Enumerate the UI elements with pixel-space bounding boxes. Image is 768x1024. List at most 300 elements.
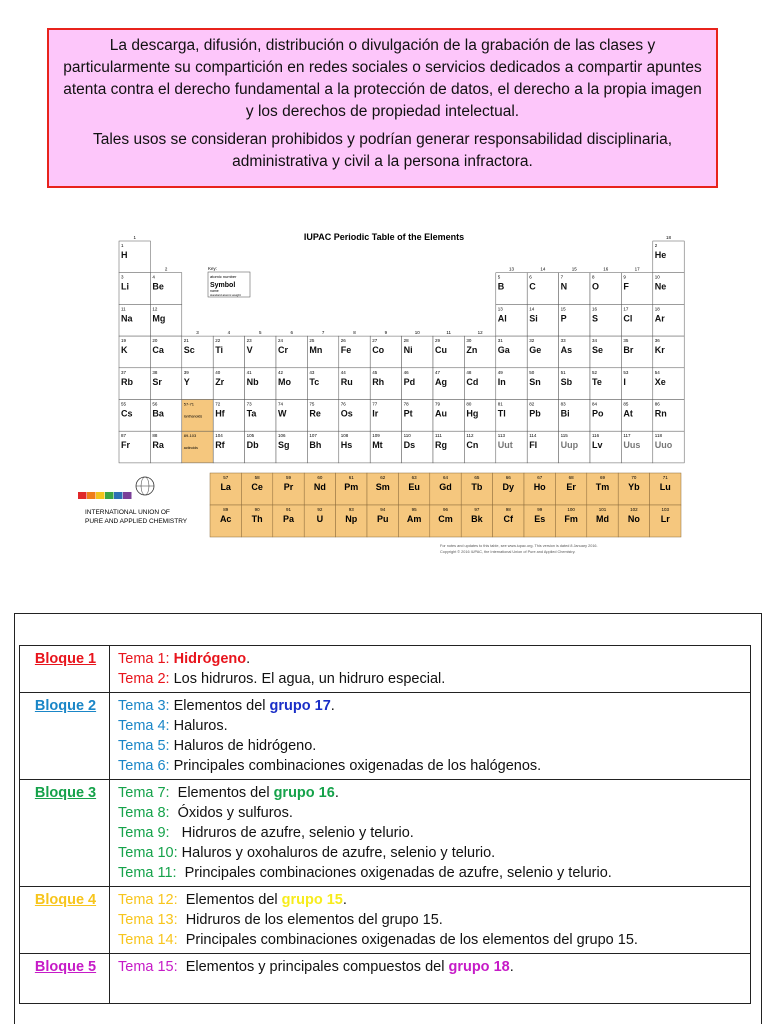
atomic-number: 85 xyxy=(623,401,629,407)
topic-text: Principales combinaciones oxigenadas de azufre, selenio y telurio. xyxy=(176,865,612,881)
atomic-number: 2 xyxy=(654,243,658,248)
element-symbol: Na xyxy=(121,313,133,324)
key-atomic-number: atomic number xyxy=(210,274,237,279)
element-symbol: Fr xyxy=(121,440,130,451)
notice-paragraph-1: La descarga, difusión, distribución o divulgación de la grabación de las clases y particularmente su compartición en redes sociales o servicios dedicados a compartir apuntes atenta contra el derecho fundamental a la protección de datos, el derecho a la propia imagen y los derechos de propiedad intelectual. xyxy=(63,37,702,120)
atomic-number: 19 xyxy=(121,338,127,344)
atomic-number: 65 xyxy=(474,475,480,480)
topic-number: Tema 5: xyxy=(118,738,170,754)
atomic-number: 27 xyxy=(372,338,378,344)
element-symbol: Ag xyxy=(435,376,447,387)
atomic-number: 30 xyxy=(466,338,472,344)
topic-text: . xyxy=(342,892,347,908)
element-symbol: Rn xyxy=(654,408,667,419)
atomic-number: 79 xyxy=(435,401,441,407)
element-symbol: Lu xyxy=(659,482,671,492)
atomic-number: 18 xyxy=(654,306,660,312)
atomic-number: 106 xyxy=(278,433,286,439)
element-symbol: B xyxy=(497,281,505,292)
element-symbol: Te xyxy=(592,376,602,387)
element-symbol: Pa xyxy=(282,514,295,524)
element-symbol: As xyxy=(560,345,573,356)
atomic-number: 3 xyxy=(121,274,124,280)
atomic-number: 92 xyxy=(317,507,323,512)
atomic-number: 88 xyxy=(152,433,158,439)
group-number: 7 xyxy=(321,330,325,336)
atomic-number: 33 xyxy=(560,338,566,344)
atomic-number: 10 xyxy=(654,274,660,280)
atomic-number: 42 xyxy=(278,369,284,375)
topic-text: Principales combinaciones oxigenadas de los elementos del grupo 15. xyxy=(177,932,638,948)
element-symbol: La xyxy=(220,482,231,492)
element-symbol: Md xyxy=(596,514,609,524)
key-label: Key: xyxy=(208,266,218,271)
atomic-number: 11 xyxy=(121,306,126,312)
element-symbol: W xyxy=(278,408,287,419)
atomic-number: 101 xyxy=(598,507,607,512)
topic-number: Tema 3: xyxy=(118,698,170,714)
atomic-number: 114 xyxy=(529,433,537,439)
element-symbol: Sg xyxy=(278,440,290,451)
atomic-number: 14 xyxy=(529,306,535,312)
group-number: 14 xyxy=(540,266,546,272)
element-symbol: Li xyxy=(121,281,129,292)
element-symbol: Y xyxy=(183,376,190,387)
element-symbol: K xyxy=(121,345,128,356)
topic-line xyxy=(118,716,744,736)
topic-line xyxy=(118,669,744,689)
atomic-number: 37 xyxy=(121,369,127,375)
element-symbol: Sb xyxy=(560,376,573,387)
key-symbol: Symbol xyxy=(210,282,236,289)
element-symbol: C xyxy=(529,281,536,292)
element-symbol: Uut xyxy=(497,440,513,451)
atomic-number: 13 xyxy=(497,306,503,312)
atomic-number: 39 xyxy=(183,369,189,375)
copyright-notice xyxy=(47,28,718,188)
topic-text: Principales combinaciones oxigenadas de los halógenos. xyxy=(169,758,542,774)
element-symbol: Ni xyxy=(403,345,413,356)
element-symbol: Tm xyxy=(595,482,610,492)
element-symbol: Ge xyxy=(529,345,542,356)
element-symbol: Dy xyxy=(502,482,515,492)
atomic-number: 31 xyxy=(497,338,503,344)
atomic-number: 77 xyxy=(372,401,378,407)
atomic-number: 26 xyxy=(340,338,346,344)
block-topics xyxy=(110,887,751,954)
element-symbol: He xyxy=(654,250,667,260)
topic-line xyxy=(118,930,744,950)
atomic-number: 115 xyxy=(560,433,568,439)
atomic-number: 76 xyxy=(340,401,346,407)
atomic-number: 75 xyxy=(309,401,315,407)
atomic-number: 15 xyxy=(560,306,566,312)
element-symbol: Tl xyxy=(497,408,506,419)
element-symbol: Ba xyxy=(152,408,164,419)
element-symbol: Ac xyxy=(219,514,232,524)
topic-number: Tema 4: xyxy=(118,718,170,734)
group-number: 18 xyxy=(665,235,672,240)
element-symbol: U xyxy=(316,514,324,524)
f-block-label: lanthanoids xyxy=(183,414,203,419)
atomic-number: 46 xyxy=(403,369,409,375)
atomic-number: 86 xyxy=(654,401,660,407)
topic-text: Óxidos y sulfuros. xyxy=(169,805,293,821)
element-symbol: Np xyxy=(345,514,358,524)
atomic-number: 82 xyxy=(529,401,535,407)
atomic-number: 41 xyxy=(246,369,252,375)
logo-color-bar xyxy=(96,492,105,499)
element-symbol: Bk xyxy=(471,514,483,524)
atomic-number: 97 xyxy=(474,507,480,512)
topic-highlight: grupo 16 xyxy=(273,785,335,801)
notice-paragraph-2: Tales usos se consideran prohibidos y podrían generar responsabilidad disciplinaria, administrativa y civil a la persona infractora. xyxy=(92,131,672,170)
atomic-number: 100 xyxy=(567,507,575,512)
iupac-name-line-2: PURE AND APPLIED CHEMISTRY xyxy=(85,518,188,525)
element-symbol: Ra xyxy=(152,440,164,451)
topic-number: Tema 9: xyxy=(118,825,170,841)
topic-text: . xyxy=(509,959,514,975)
element-symbol: Hg xyxy=(466,408,479,419)
element-symbol: Ta xyxy=(246,408,257,419)
element-symbol: Se xyxy=(592,345,604,356)
topic-line xyxy=(118,957,744,977)
element-symbol: Sr xyxy=(152,376,162,387)
block-label: Bloque 4 xyxy=(20,887,110,954)
topic-line xyxy=(118,736,744,756)
atomic-number: 38 xyxy=(152,369,158,375)
atomic-number: 95 xyxy=(411,507,417,512)
topic-number: Tema 13: xyxy=(118,912,178,928)
atomic-number: 67 xyxy=(537,475,543,480)
atomic-number: 24 xyxy=(278,338,284,344)
topic-number: Tema 12: xyxy=(118,892,178,908)
group-number: 17 xyxy=(634,266,640,272)
topic-text: Elementos del xyxy=(169,698,270,714)
atomic-number: 21 xyxy=(183,338,189,344)
atomic-number: 1 xyxy=(121,243,124,248)
atomic-number: 22 xyxy=(215,338,221,344)
group-number: 6 xyxy=(290,330,293,336)
group-number: 3 xyxy=(196,330,199,336)
element-symbol: Bi xyxy=(560,408,570,419)
atomic-number: 49 xyxy=(497,369,503,375)
atomic-number: 71 xyxy=(662,475,668,480)
atomic-number: 81 xyxy=(497,401,503,407)
element-symbol: Pd xyxy=(403,376,416,387)
atomic-number: 8 xyxy=(592,274,595,280)
atomic-number: 36 xyxy=(654,338,660,344)
atomic-number: 103 xyxy=(661,507,670,512)
atomic-number: 29 xyxy=(435,338,441,344)
topic-number: Tema 2: xyxy=(118,671,170,687)
element-symbol: Lv xyxy=(592,440,603,451)
block-topics xyxy=(110,693,751,780)
topic-line xyxy=(118,756,744,776)
element-symbol: Uuo xyxy=(654,440,673,451)
element-symbol: Fm xyxy=(564,514,578,524)
element-symbol: Nb xyxy=(246,376,259,387)
f-block-label: actinoids xyxy=(183,446,198,451)
element-symbol: Bh xyxy=(309,440,322,451)
element-symbol: P xyxy=(560,313,567,324)
element-symbol: S xyxy=(592,313,599,324)
atomic-number: 57 xyxy=(223,475,229,480)
atomic-number: 51 xyxy=(560,369,566,375)
block-label: Bloque 5 xyxy=(20,954,110,1004)
element-symbol: At xyxy=(623,408,633,419)
element-symbol: Pb xyxy=(529,408,541,419)
atomic-number: 104 xyxy=(215,433,223,439)
topic-number: Tema 10: xyxy=(118,845,178,861)
atomic-number: 32 xyxy=(529,338,535,344)
group-number: 4 xyxy=(227,330,231,336)
group-number: 13 xyxy=(508,266,515,272)
element-symbol: Ce xyxy=(251,482,263,492)
logo-color-bar xyxy=(105,492,114,499)
element-symbol: Th xyxy=(251,514,263,524)
element-symbol: Fl xyxy=(529,440,538,451)
atomic-number: 6 xyxy=(529,274,532,280)
element-symbol: Am xyxy=(406,514,422,524)
element-symbol: Cf xyxy=(503,514,514,524)
group-number: 16 xyxy=(603,266,609,272)
topic-line xyxy=(118,890,744,910)
block-topics xyxy=(110,780,751,887)
element-symbol: Co xyxy=(372,345,385,356)
topic-text: . xyxy=(330,698,335,714)
element-symbol: Ca xyxy=(152,345,164,356)
element-symbol: Mo xyxy=(278,376,291,387)
atomic-number: 62 xyxy=(380,475,386,480)
atomic-number: 117 xyxy=(623,433,631,439)
atomic-number: 78 xyxy=(403,401,409,407)
topic-highlight: grupo 18 xyxy=(448,959,510,975)
periodic-table-title: IUPAC Periodic Table of the Elements xyxy=(303,232,465,242)
element-symbol: Rf xyxy=(215,440,225,451)
element-symbol: Mn xyxy=(309,345,323,356)
block-row xyxy=(20,887,751,954)
element-symbol: Ho xyxy=(533,482,546,492)
topic-text: Haluros y oxohaluros de azufre, selenio y telurio. xyxy=(177,845,496,861)
atomic-number: 73 xyxy=(246,401,252,407)
atomic-number: 111 xyxy=(435,433,442,439)
atomic-number: 50 xyxy=(529,369,535,375)
atomic-number: 5 xyxy=(497,274,501,280)
key-weight: standard atomic weight xyxy=(210,293,241,297)
topic-line xyxy=(118,843,744,863)
topic-text: Los hidruros. El agua, un hidruro especial. xyxy=(169,671,446,687)
element-symbol: Be xyxy=(152,281,164,292)
atomic-number: 61 xyxy=(348,475,354,480)
atomic-number: 80 xyxy=(466,401,472,407)
atomic-number: 54 xyxy=(654,369,660,375)
block-row xyxy=(20,954,751,1004)
element-symbol: Xe xyxy=(654,376,666,387)
group-number: 8 xyxy=(353,330,356,336)
element-symbol: Ds xyxy=(403,440,416,451)
atomic-number: 40 xyxy=(215,369,221,375)
element-symbol: Db xyxy=(246,440,259,451)
element-symbol: Pr xyxy=(283,482,294,492)
element-symbol: Uup xyxy=(560,440,579,451)
atomic-number: 52 xyxy=(592,369,598,375)
element-symbol: Er xyxy=(566,482,576,492)
atomic-number: 48 xyxy=(466,369,472,375)
element-symbol: Hf xyxy=(215,408,225,419)
topic-number: Tema 15: xyxy=(118,959,178,975)
atomic-number: 70 xyxy=(631,475,637,480)
logo-color-bar xyxy=(78,492,87,499)
atomic-number: 20 xyxy=(152,338,158,344)
topic-highlight: grupo 17 xyxy=(269,698,331,714)
periodic-table-image xyxy=(75,196,693,568)
topic-highlight: Hidrógeno xyxy=(173,651,247,667)
atomic-number: 23 xyxy=(246,338,252,344)
element-symbol: Cs xyxy=(121,408,133,419)
atomic-number: 66 xyxy=(505,475,511,480)
element-symbol: Eu xyxy=(408,482,420,492)
element-symbol: Lr xyxy=(660,514,670,524)
element-symbol: Uus xyxy=(623,440,641,451)
logo-color-bar xyxy=(114,492,123,499)
atomic-number: 98 xyxy=(505,507,511,512)
topic-text: Elementos del xyxy=(169,785,274,801)
element-symbol: Ti xyxy=(215,345,224,356)
atomic-number: 12 xyxy=(152,306,158,312)
atomic-number: 83 xyxy=(560,401,566,407)
atomic-number: 44 xyxy=(340,369,346,375)
atomic-number: 89 xyxy=(223,507,229,512)
topic-text: Hidruros de azufre, selenio y telurio. xyxy=(169,825,414,841)
atomic-number: 108 xyxy=(340,433,349,439)
key-name: name xyxy=(210,289,219,293)
footnote-1: For notes and updates to this table, see www.iupac.org. This version is dated 8 January 2016. xyxy=(440,544,598,548)
atomic-number: 99 xyxy=(537,507,543,512)
topic-number: Tema 7: xyxy=(118,785,170,801)
atomic-number: 107 xyxy=(309,433,317,439)
atomic-number: 34 xyxy=(592,338,598,344)
element-symbol: Sm xyxy=(375,482,390,492)
element-symbol: Cm xyxy=(438,514,453,524)
atomic-number: 16 xyxy=(592,306,598,312)
group-number: 2 xyxy=(164,266,168,272)
block-label: Bloque 3 xyxy=(20,780,110,887)
topic-number: Tema 14: xyxy=(118,932,178,948)
element-symbol: Tb xyxy=(471,482,483,492)
atomic-number: 43 xyxy=(309,369,315,375)
atomic-number: 28 xyxy=(403,338,409,344)
element-symbol: O xyxy=(592,281,600,292)
element-symbol: Cn xyxy=(466,440,479,451)
element-symbol: Ga xyxy=(497,345,510,356)
atomic-number: 4 xyxy=(152,274,155,280)
topic-text: Hidruros de los elementos del grupo 15. xyxy=(177,912,443,928)
element-symbol: Ne xyxy=(654,281,667,292)
atomic-number: 94 xyxy=(380,507,386,512)
element-symbol: Cu xyxy=(435,345,447,356)
atomic-number: 47 xyxy=(435,369,441,375)
atomic-number: 25 xyxy=(309,338,315,344)
atomic-number: 118 xyxy=(654,433,662,439)
atomic-number: 45 xyxy=(372,369,378,375)
topic-line xyxy=(118,783,744,803)
atomic-number: 58 xyxy=(254,475,260,480)
group-number: 12 xyxy=(477,330,483,336)
topic-number: Tema 6: xyxy=(118,758,170,774)
group-number: 1 xyxy=(133,235,136,240)
atomic-number: 55 xyxy=(121,401,127,407)
element-symbol: Br xyxy=(623,345,634,356)
topic-text: . xyxy=(246,651,251,667)
iupac-name-line-1: INTERNATIONAL UNION OF xyxy=(85,509,170,516)
element-symbol: Pu xyxy=(376,514,389,524)
atomic-number: 35 xyxy=(623,338,629,344)
element-symbol: Rb xyxy=(121,376,133,387)
block-row xyxy=(20,693,751,780)
element-symbol: Tc xyxy=(309,376,320,387)
element-symbol: Ru xyxy=(340,376,353,387)
atomic-number: 113 xyxy=(497,433,505,439)
element-symbol: Si xyxy=(529,313,538,324)
element-symbol: I xyxy=(623,376,626,387)
topic-highlight: grupo 15 xyxy=(281,892,343,908)
atomic-number: 90 xyxy=(254,507,260,512)
atomic-number: 56 xyxy=(152,401,158,407)
element-symbol: Sn xyxy=(529,376,541,387)
atomic-number: 110 xyxy=(403,433,411,439)
element-symbol: N xyxy=(560,281,568,292)
element-symbol: Ar xyxy=(654,313,665,324)
element-symbol: Es xyxy=(534,514,546,524)
group-number: 10 xyxy=(414,330,420,336)
element-symbol: F xyxy=(623,281,629,292)
element-symbol: Kr xyxy=(654,345,665,356)
element-symbol: V xyxy=(246,345,253,356)
topic-line xyxy=(118,823,744,843)
element-symbol: Yb xyxy=(628,482,640,492)
atomic-number: 102 xyxy=(630,507,638,512)
block-row xyxy=(20,646,751,693)
element-symbol: Sc xyxy=(183,345,195,356)
element-symbol: Mg xyxy=(152,313,166,324)
element-symbol: Fe xyxy=(340,345,352,356)
element-symbol: Zn xyxy=(466,345,478,356)
element-symbol: Po xyxy=(592,408,604,419)
element-symbol: Rg xyxy=(435,440,447,451)
element-symbol: No xyxy=(627,514,640,524)
block-row xyxy=(20,780,751,887)
atomic-number: 91 xyxy=(285,507,292,512)
logo-color-bar xyxy=(87,492,96,499)
topic-text: Haluros. xyxy=(169,718,228,734)
topic-number: Tema 8: xyxy=(118,805,170,821)
topic-text: Elementos y principales compuestos del xyxy=(177,959,449,975)
group-number: 15 xyxy=(571,266,577,272)
element-symbol: Al xyxy=(497,313,507,324)
element-symbol: Gd xyxy=(439,482,452,492)
atomic-number: 93 xyxy=(348,507,354,512)
topic-text: Haluros de hidrógeno. xyxy=(169,738,317,754)
atomic-number: 53 xyxy=(623,369,629,375)
element-symbol: Cr xyxy=(278,345,289,356)
block-topics xyxy=(110,646,751,693)
atomic-number: 69 xyxy=(599,475,606,480)
atomic-number: 72 xyxy=(215,401,221,407)
atomic-number: 63 xyxy=(411,475,417,480)
element-symbol: H xyxy=(121,250,128,260)
element-symbol: Ir xyxy=(372,408,379,419)
